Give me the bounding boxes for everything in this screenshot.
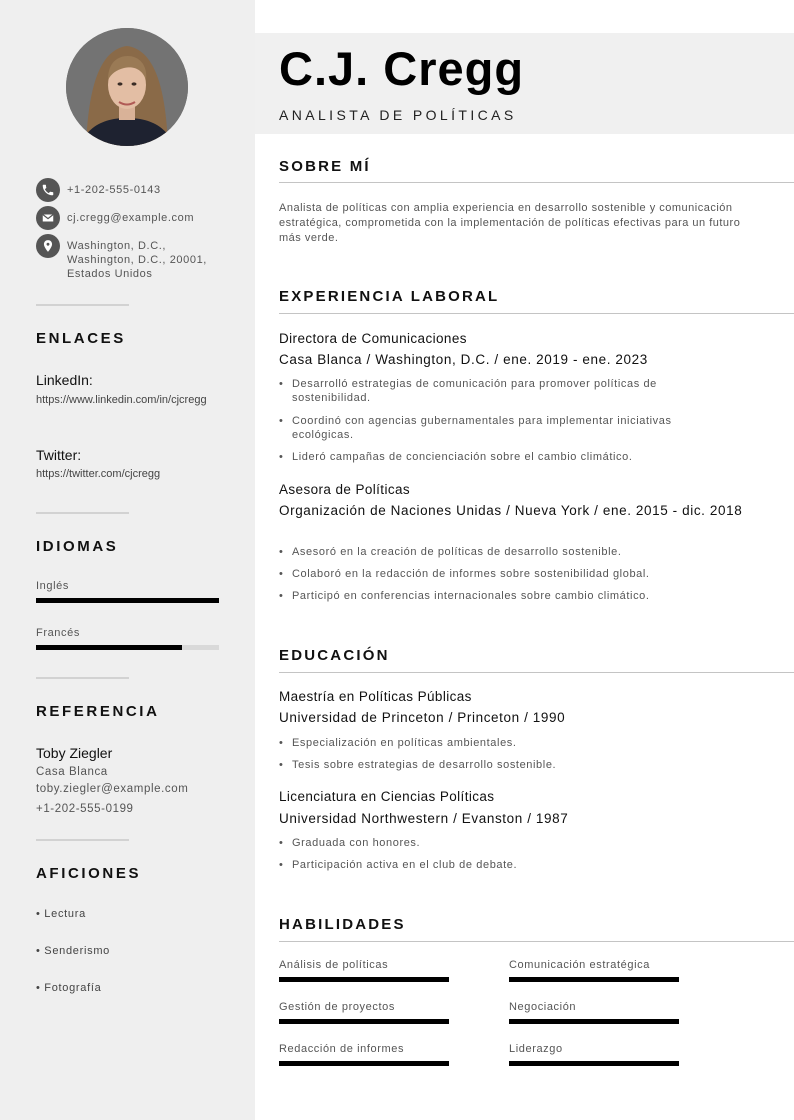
skill-level-bar bbox=[279, 1019, 449, 1024]
education-bullet: • Participación activa en el club de debate. bbox=[279, 858, 719, 872]
skill-level-bar bbox=[509, 1061, 679, 1066]
mail-icon bbox=[36, 206, 60, 230]
about-text: Analista de políticas con amplia experiencia en desarrollo sostenible y comunicación estratégica, comprometida con la implementación de políticas efectivas para un futuro más verde. bbox=[279, 202, 741, 244]
contact-phone bbox=[36, 178, 226, 202]
skill-level-bar bbox=[509, 1019, 679, 1024]
experience-org: Organización de Naciones Unidas / Nueva York / ene. 2015 - dic. 2018 bbox=[279, 503, 743, 518]
phone-icon bbox=[36, 178, 60, 202]
section-rule bbox=[279, 182, 794, 183]
languages-heading: IDIOMAS bbox=[36, 538, 119, 555]
experience-bullet: • Coordinó con agencias gubernamentales para implementar iniciativas ecológicas. bbox=[279, 414, 719, 442]
education-degree: Licenciatura en Ciencias Políticas bbox=[279, 789, 495, 804]
linkedin-label: LinkedIn: bbox=[36, 372, 93, 388]
resume-header bbox=[255, 33, 794, 134]
language-name: Francés bbox=[36, 627, 80, 639]
experience-bullet: • Lideró campañas de concienciación sobre el cambio climático. bbox=[279, 450, 719, 464]
skill-level-bar bbox=[509, 977, 679, 982]
experience-heading: EXPERIENCIA LABORAL bbox=[279, 288, 500, 305]
skill-label: Gestión de proyectos bbox=[279, 1001, 395, 1013]
experience-bullet: • Asesoró en la creación de políticas de desarrollo sostenible. bbox=[279, 545, 719, 559]
skill-label: Negociación bbox=[509, 1001, 577, 1013]
address-text: Washington, D.C., Washington, D.C., 20001, Estados Unidos bbox=[67, 240, 207, 280]
sidebar bbox=[0, 0, 255, 1120]
section-rule bbox=[279, 672, 794, 673]
education-school: Universidad Northwestern / Evanston / 1987 bbox=[279, 811, 569, 826]
education-school: Universidad de Princeton / Princeton / 1990 bbox=[279, 710, 566, 725]
reference-name: Toby Ziegler bbox=[36, 745, 113, 761]
language-level-fill bbox=[36, 598, 219, 603]
phone-text: +1-202-555-0143 bbox=[67, 184, 161, 196]
contact-email bbox=[36, 206, 226, 230]
reference-heading: REFERENCIA bbox=[36, 703, 160, 720]
hobby-item: • Fotografía bbox=[36, 982, 102, 994]
job-title: ANALISTA DE POLÍTICAS bbox=[279, 107, 517, 123]
experience-bullet: • Desarrolló estrategias de comunicación para promover políticas de sostenibilidad. bbox=[279, 377, 719, 405]
skill-level-bar bbox=[279, 1061, 449, 1066]
links-heading: ENLACES bbox=[36, 330, 126, 347]
person-name: C.J. Cregg bbox=[279, 42, 525, 95]
education-heading: EDUCACIÓN bbox=[279, 647, 390, 664]
about-heading: SOBRE MÍ bbox=[279, 158, 371, 175]
section-rule bbox=[279, 941, 794, 942]
skill-label: Redacción de informes bbox=[279, 1043, 405, 1055]
experience-org: Casa Blanca / Washington, D.C. / ene. 2019 - ene. 2023 bbox=[279, 352, 648, 367]
reference-phone: +1-202-555-0199 bbox=[36, 803, 134, 815]
language-level-bar bbox=[36, 645, 219, 650]
experience-role: Asesora de Políticas bbox=[279, 482, 411, 497]
experience-bullet: • Colaboró en la redacción de informes sobre sostenibilidad global. bbox=[279, 567, 719, 581]
experience-role: Directora de Comunicaciones bbox=[279, 331, 467, 346]
experience-bullet: • Participó en conferencias internacionales sobre cambio climático. bbox=[279, 589, 719, 603]
education-bullet: • Tesis sobre estrategias de desarrollo sostenible. bbox=[279, 758, 719, 772]
education-bullet: • Graduada con honores. bbox=[279, 836, 719, 850]
sidebar-divider bbox=[36, 512, 129, 514]
education-degree: Maestría en Políticas Públicas bbox=[279, 689, 472, 704]
sidebar-divider bbox=[36, 677, 129, 679]
language-level-bar bbox=[36, 598, 219, 603]
twitter-label: Twitter: bbox=[36, 447, 82, 463]
linkedin-link[interactable]: https://www.linkedin.com/in/cjcregg bbox=[36, 394, 207, 406]
hobby-item: • Lectura bbox=[36, 908, 86, 920]
contact-address bbox=[36, 234, 226, 281]
education-bullet: • Especialización en políticas ambientales. bbox=[279, 736, 719, 750]
profile-photo bbox=[66, 28, 188, 146]
hobby-item: • Senderismo bbox=[36, 945, 111, 957]
skill-label: Análisis de políticas bbox=[279, 959, 389, 971]
location-pin-icon bbox=[36, 234, 60, 258]
sidebar-divider bbox=[36, 304, 129, 306]
hobbies-heading: AFICIONES bbox=[36, 865, 142, 882]
skill-level-bar bbox=[279, 977, 449, 982]
skill-label: Liderazgo bbox=[509, 1043, 563, 1055]
language-level-fill bbox=[36, 645, 182, 650]
reference-email: toby.ziegler@example.com bbox=[36, 783, 189, 795]
email-text: cj.cregg@example.com bbox=[67, 212, 195, 224]
skill-label: Comunicación estratégica bbox=[509, 959, 650, 971]
section-rule bbox=[279, 313, 794, 314]
reference-company: Casa Blanca bbox=[36, 766, 108, 778]
twitter-link[interactable]: https://twitter.com/cjcregg bbox=[36, 468, 161, 480]
sidebar-divider bbox=[36, 839, 129, 841]
skills-heading: HABILIDADES bbox=[279, 916, 406, 933]
language-name: Inglés bbox=[36, 580, 69, 592]
